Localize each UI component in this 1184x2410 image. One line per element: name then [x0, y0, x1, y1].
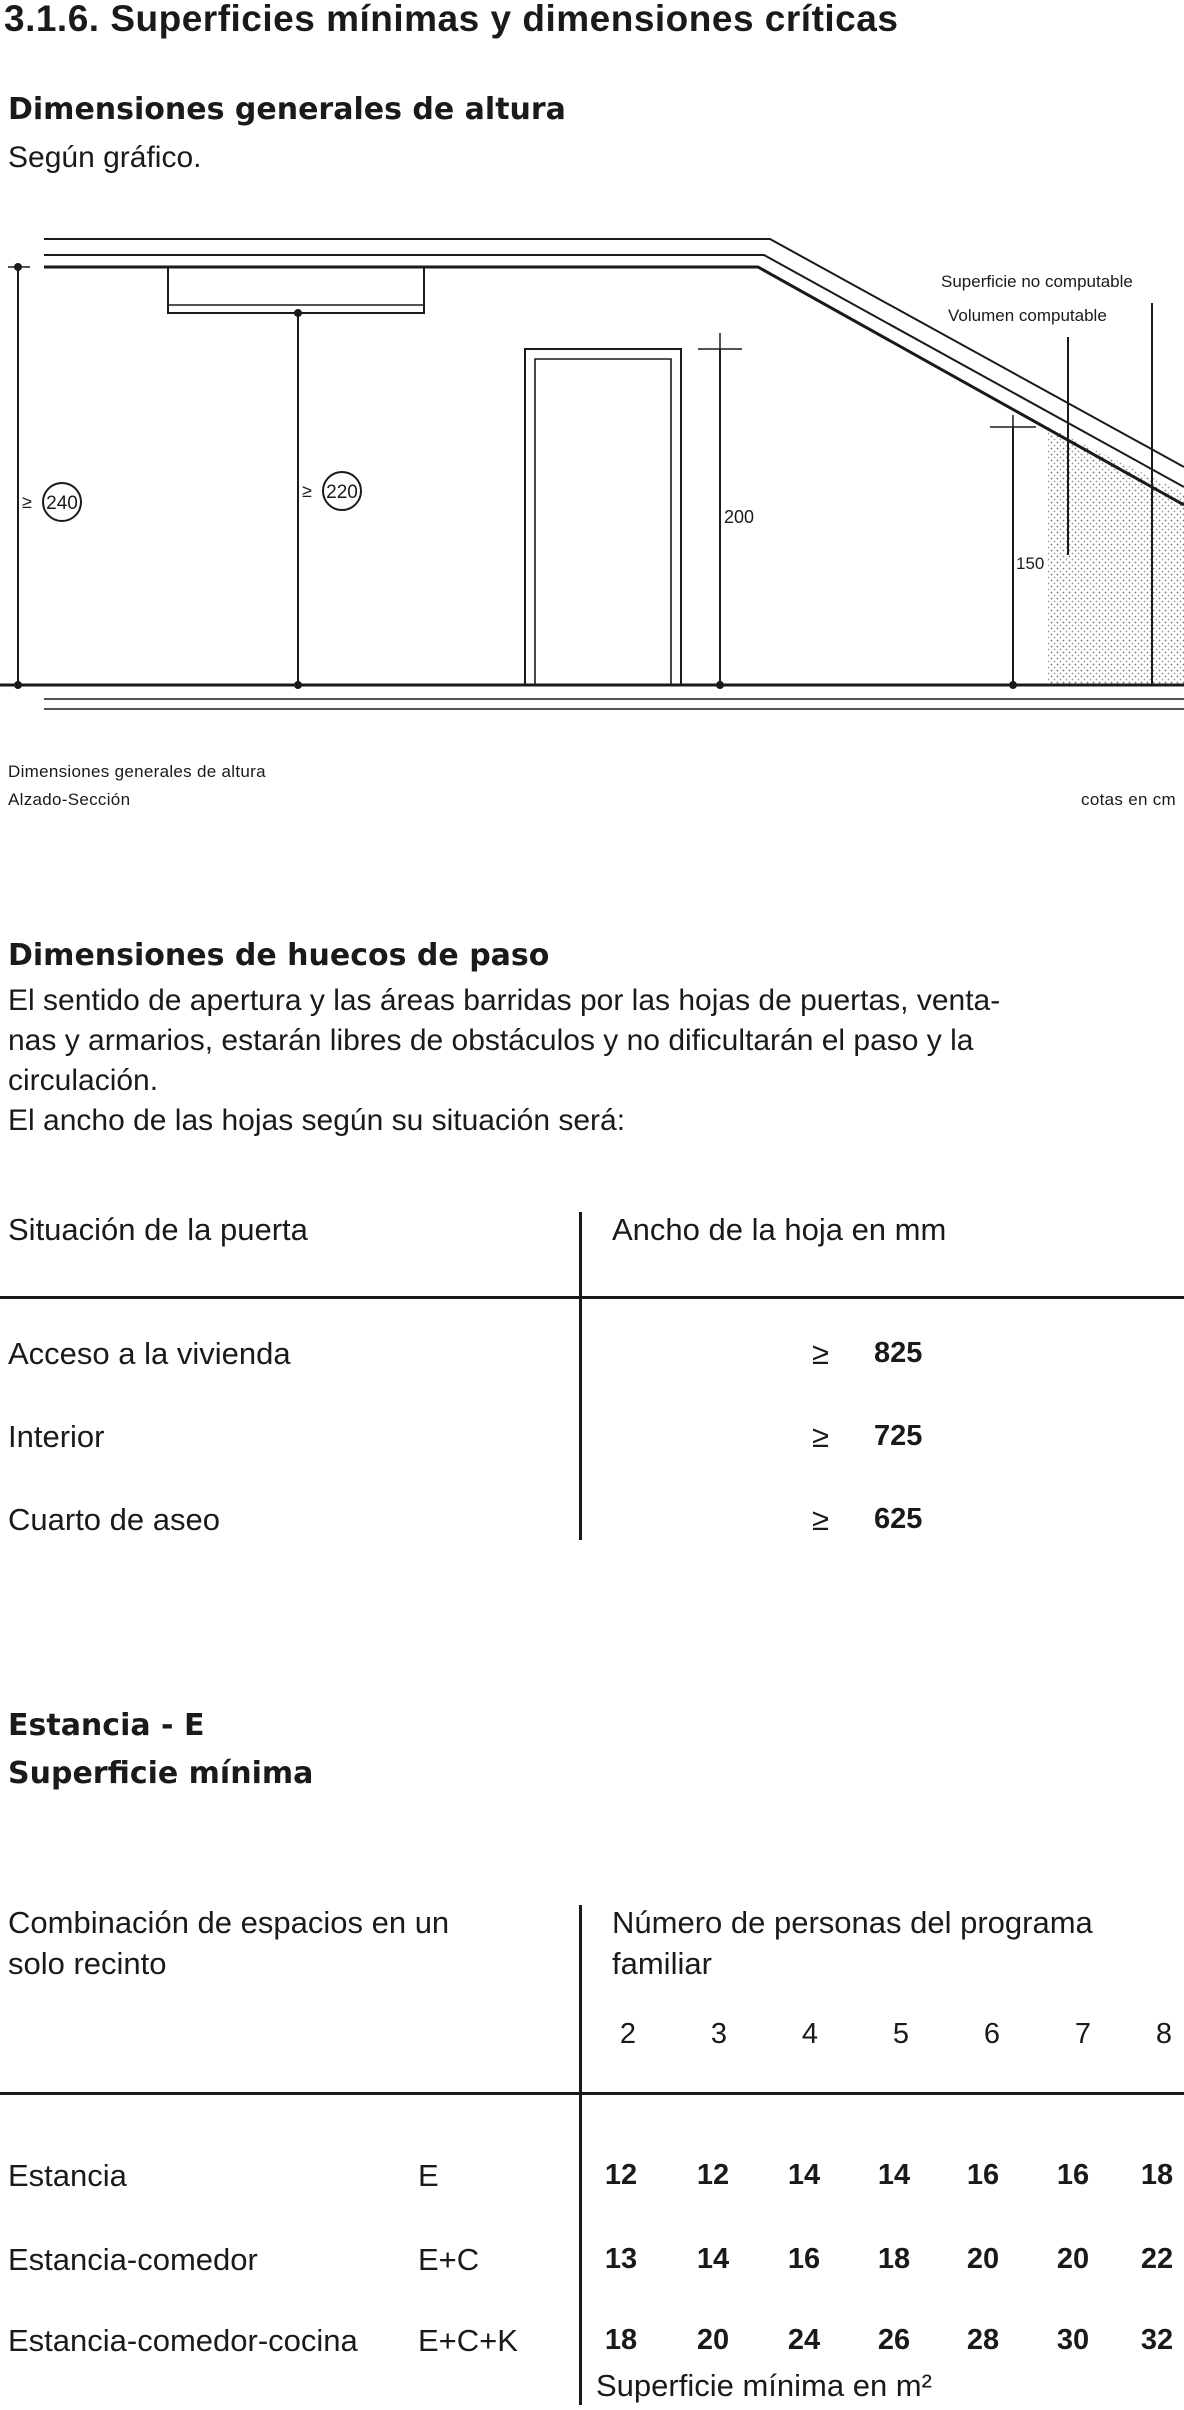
row-surface-value: 24	[787, 2324, 821, 2356]
col-header-ancho: Ancho de la hoja en mm	[612, 1212, 947, 1247]
table-footer-units: Superficie mínima en m²	[596, 2368, 932, 2403]
row-situation: Acceso a la vivienda	[8, 1336, 291, 1371]
row-surface-value: 12	[604, 2159, 638, 2191]
row-space-name: Estancia	[8, 2158, 127, 2193]
row-surface-value: 12	[696, 2159, 730, 2191]
row-surface-value: 14	[877, 2159, 911, 2191]
label-volumen-computable: Volumen computable	[948, 306, 1107, 325]
persons-count: 3	[710, 2018, 728, 2050]
table-header-rule	[0, 1296, 1184, 1299]
figure-caption-title: Dimensiones generales de altura	[8, 762, 266, 781]
row-space-code: E+C+K	[418, 2323, 518, 2358]
figure-caption-subtitle: Alzado-Sección	[8, 790, 131, 809]
floor-lines	[0, 685, 1184, 709]
row-surface-value: 16	[966, 2159, 1000, 2191]
row-symbol: ≥	[812, 1419, 830, 1454]
dim-240-text: 240	[46, 493, 78, 514]
estancia-subtitle: Superficie mínima	[8, 1756, 314, 1791]
dim-150-text: 150	[1016, 554, 1045, 573]
ceiling-beam	[168, 267, 424, 313]
row-width-value: 625	[874, 1503, 923, 1535]
table-column-divider	[579, 1212, 582, 1540]
row-symbol: ≥	[812, 1336, 830, 1371]
row-surface-value: 28	[966, 2324, 1000, 2356]
row-surface-value: 30	[1056, 2324, 1090, 2356]
paragraph-line: El sentido de apertura y las áreas barridas por las hojas de puertas, venta-	[8, 984, 1001, 1017]
dimension-line-240	[8, 264, 30, 689]
heights-subtitle: Dimensiones generales de altura	[8, 92, 566, 127]
row-width-value: 825	[874, 1337, 923, 1369]
col-header-combinacion-line2: solo recinto	[8, 1946, 167, 1981]
table-header-rule	[0, 2092, 1184, 2095]
heights-intro: Según gráfico.	[8, 141, 202, 174]
paragraph-line: nas y armarios, estarán libres de obstáculos y no dificultarán el paso y la	[8, 1024, 974, 1057]
row-surface-value: 22	[1140, 2243, 1174, 2275]
row-surface-value: 20	[966, 2243, 1000, 2275]
row-surface-value: 32	[1140, 2324, 1174, 2356]
persons-count: 5	[892, 2018, 910, 2050]
door	[525, 349, 681, 685]
dimension-line-150	[990, 415, 1036, 689]
row-situation: Cuarto de aseo	[8, 1502, 220, 1537]
row-situation: Interior	[8, 1419, 105, 1454]
col-header-situacion: Situación de la puerta	[8, 1212, 308, 1247]
persons-count: 2	[619, 2018, 637, 2050]
row-space-code: E	[418, 2158, 439, 2193]
estancia-title: Estancia - E	[8, 1708, 205, 1743]
row-symbol: ≥	[812, 1502, 830, 1537]
paragraph-line: circulación.	[8, 1064, 159, 1097]
label-240	[22, 483, 81, 521]
row-width-value: 725	[874, 1420, 923, 1452]
paragraph-line: El ancho de las hojas según su situación será:	[8, 1104, 626, 1137]
dim-200-text: 200	[724, 507, 755, 527]
row-surface-value: 13	[604, 2243, 638, 2275]
geq-220: ≥	[302, 481, 312, 501]
row-surface-value: 16	[1056, 2159, 1090, 2191]
persons-count: 4	[801, 2018, 819, 2050]
row-space-code: E+C	[418, 2242, 480, 2277]
row-surface-value: 18	[877, 2243, 911, 2275]
passages-subtitle: Dimensiones de huecos de paso	[8, 938, 550, 973]
label-superficie-no-computable: Superficie no computable	[941, 272, 1133, 291]
persons-count: 8	[1155, 2018, 1173, 2050]
row-surface-value: 20	[1056, 2243, 1090, 2275]
row-surface-value: 14	[696, 2243, 730, 2275]
table-column-divider	[579, 1905, 582, 2405]
col-header-personas-line1: Número de personas del programa	[612, 1905, 1093, 1940]
row-space-name: Estancia-comedor	[8, 2242, 258, 2277]
row-surface-value: 14	[787, 2159, 821, 2191]
elevation-section-diagram	[0, 225, 1184, 735]
row-surface-value: 18	[604, 2324, 638, 2356]
dim-220-text: 220	[326, 482, 358, 503]
row-surface-value: 18	[1140, 2159, 1174, 2191]
section-title: 3.1.6. Superficies mínimas y dimensiones críticas	[4, 0, 899, 39]
persons-count: 7	[1074, 2018, 1092, 2050]
row-surface-value: 16	[787, 2243, 821, 2275]
row-surface-value: 26	[877, 2324, 911, 2356]
row-space-name: Estancia-comedor-cocina	[8, 2323, 358, 2358]
passages-paragraph	[8, 981, 1180, 1141]
label-220	[302, 472, 361, 510]
col-header-combinacion-line1: Combinación de espacios en un	[8, 1905, 450, 1940]
dimension-line-220	[295, 310, 302, 689]
figure-units-note: cotas en cm	[1081, 790, 1176, 809]
persons-count: 6	[983, 2018, 1001, 2050]
geq-240: ≥	[22, 492, 32, 512]
col-header-personas-line2: familiar	[612, 1946, 712, 1981]
row-surface-value: 20	[696, 2324, 730, 2356]
